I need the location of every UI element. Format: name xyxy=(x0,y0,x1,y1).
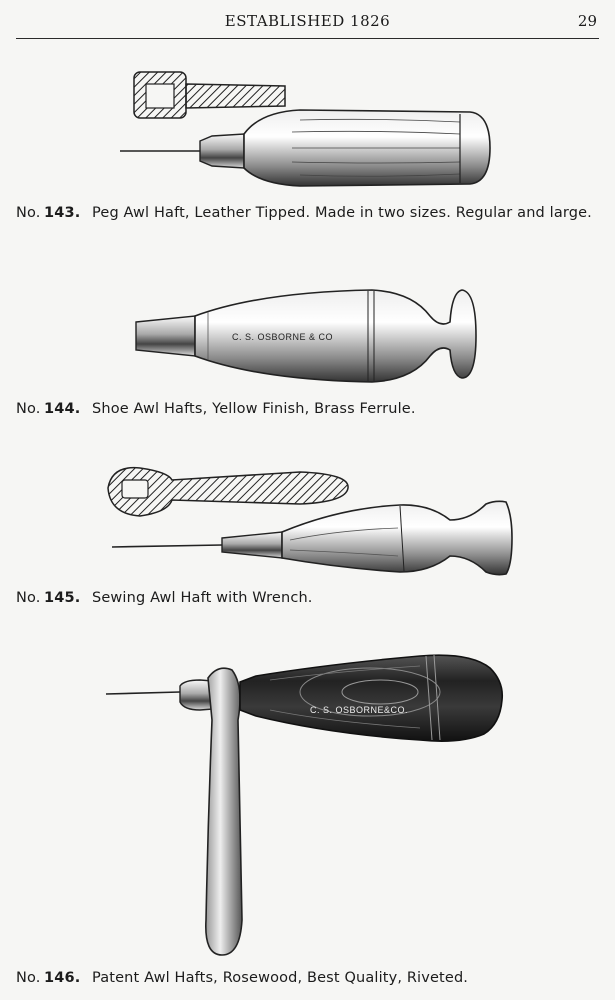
wrench-icon xyxy=(134,72,285,118)
item-146-caption xyxy=(16,968,598,989)
item-no-label: No. xyxy=(16,205,41,221)
patent-awl-icon xyxy=(106,655,502,955)
item-description: Sewing Awl Haft with Wrench. xyxy=(92,590,313,606)
sewing-awl-icon xyxy=(112,501,512,574)
item-number: 146. xyxy=(44,970,81,986)
awl-icon xyxy=(120,110,490,186)
item-number: 145. xyxy=(44,590,81,606)
item-145-caption xyxy=(16,588,598,609)
item-no-label: No. xyxy=(16,970,41,986)
wrench-icon xyxy=(108,468,348,516)
item-description: Shoe Awl Hafts, Yellow Finish, Brass Ferrule. xyxy=(92,401,416,417)
illustration-144 xyxy=(0,270,615,400)
page-number: 29 xyxy=(577,12,597,30)
illustration-145 xyxy=(0,455,615,585)
illustration-143 xyxy=(0,0,615,200)
item-number: 143. xyxy=(44,205,81,221)
header-title: ESTABLISHED 1826 xyxy=(224,12,391,30)
illustration-146 xyxy=(0,640,615,965)
maker-stamp: C. S. OSBORNE&CO. xyxy=(310,705,409,715)
item-144-caption xyxy=(16,399,598,420)
item-no-label: No. xyxy=(16,401,41,417)
item-no-label: No. xyxy=(16,590,41,606)
item-number: 144. xyxy=(44,401,81,417)
item-description: Peg Awl Haft, Leather Tipped. Made in two sizes. Regular and large. xyxy=(92,205,592,221)
item-143-caption xyxy=(16,203,598,224)
maker-stamp: C. S. OSBORNE & CO xyxy=(232,332,334,342)
item-description: Patent Awl Hafts, Rosewood, Best Quality, Riveted. xyxy=(92,970,469,986)
